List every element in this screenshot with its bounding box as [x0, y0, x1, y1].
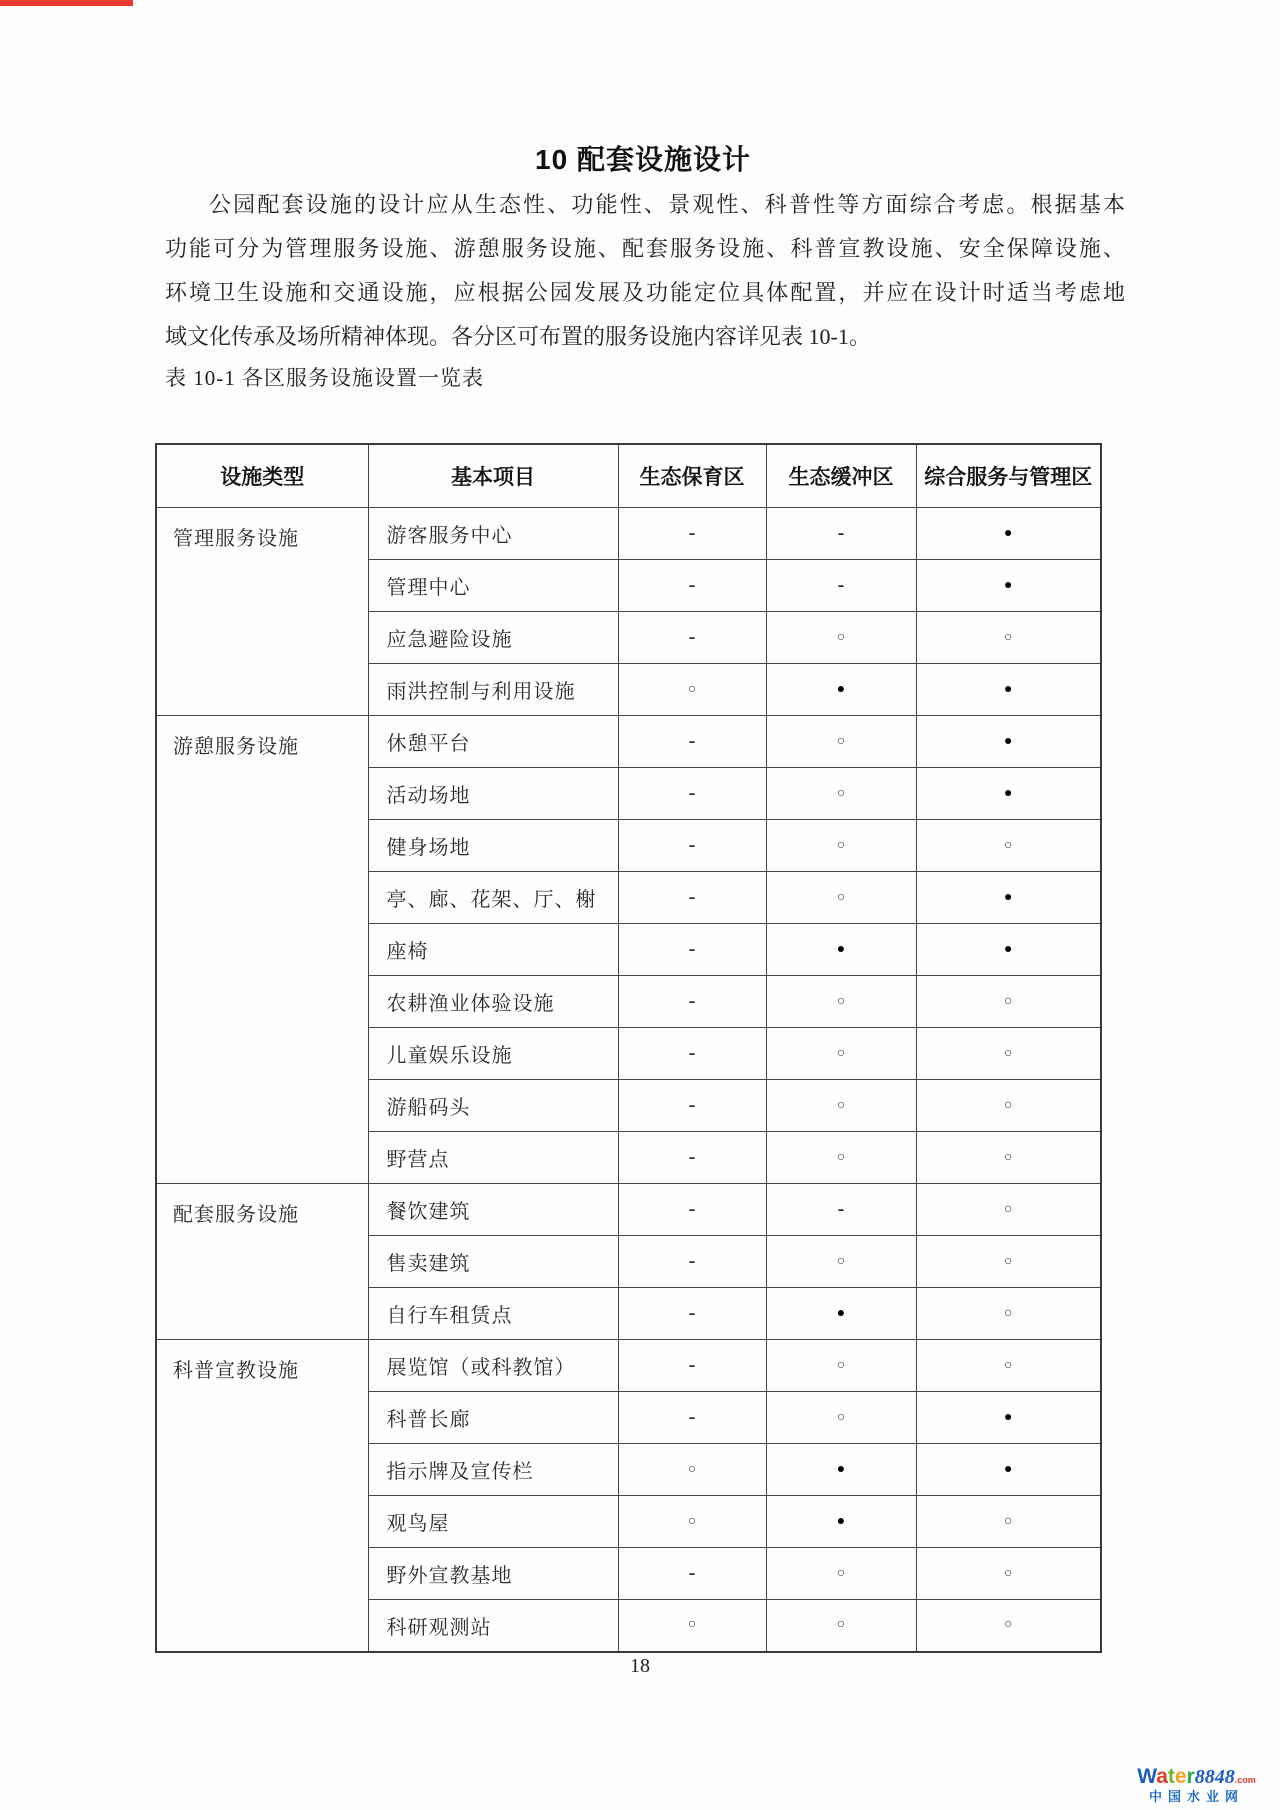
open-circle-mark: ○ [766, 768, 916, 820]
filled-circle-mark: ● [766, 1288, 916, 1340]
filled-circle-mark: ● [766, 664, 916, 716]
filled-circle-mark: ● [916, 716, 1101, 768]
open-circle-mark: ○ [916, 1288, 1101, 1340]
top-red-accent-bar [0, 0, 133, 6]
dash-mark: - [618, 768, 766, 820]
category-cell: 管理服务设施 [156, 508, 368, 716]
item-cell: 餐饮建筑 [368, 1184, 618, 1236]
item-cell: 自行车租赁点 [368, 1288, 618, 1340]
open-circle-mark: ○ [916, 1600, 1101, 1652]
watermark-letter: e [1174, 1765, 1187, 1789]
facility-table-body [156, 508, 1101, 1652]
filled-circle-mark: ● [766, 1444, 916, 1496]
dash-mark: - [618, 1548, 766, 1600]
item-cell: 健身场地 [368, 820, 618, 872]
header-row [156, 444, 1101, 508]
filled-circle-mark: ● [916, 664, 1101, 716]
open-circle-mark: ○ [916, 1184, 1101, 1236]
dash-mark: - [618, 560, 766, 612]
open-circle-mark: ○ [916, 820, 1101, 872]
item-cell: 农耕渔业体验设施 [368, 976, 618, 1028]
dash-mark: - [618, 976, 766, 1028]
item-cell: 野营点 [368, 1132, 618, 1184]
table-row [156, 1184, 1101, 1236]
filled-circle-mark: ● [766, 924, 916, 976]
watermark-brand [1129, 1766, 1264, 1788]
item-cell: 休憩平台 [368, 716, 618, 768]
open-circle-mark: ○ [916, 976, 1101, 1028]
open-circle-mark: ○ [766, 612, 916, 664]
item-cell: 亭、廊、花架、厅、榭 [368, 872, 618, 924]
item-cell: 指示牌及宣传栏 [368, 1444, 618, 1496]
open-circle-mark: ○ [916, 1080, 1101, 1132]
open-circle-mark: ○ [618, 1496, 766, 1548]
filled-circle-mark: ● [916, 508, 1101, 560]
watermark-letter: t [1167, 1765, 1175, 1789]
dash-mark: - [618, 872, 766, 924]
column-header-buffer-zone: 生态缓冲区 [766, 444, 916, 508]
facility-table [155, 443, 1102, 1653]
item-cell: 应急避险设施 [368, 612, 618, 664]
dash-mark: - [618, 1028, 766, 1080]
dash-mark: - [766, 508, 916, 560]
item-cell: 游客服务中心 [368, 508, 618, 560]
table-row [156, 1340, 1101, 1392]
open-circle-mark: ○ [916, 1132, 1101, 1184]
item-cell: 儿童娱乐设施 [368, 1028, 618, 1080]
paragraph-line: 环境卫生设施和交通设施，应根据公园发展及功能定位具体配置，并应在设计时适当考虑地 [165, 280, 1125, 305]
open-circle-mark: ○ [766, 1080, 916, 1132]
item-cell: 管理中心 [368, 560, 618, 612]
table-row [156, 508, 1101, 560]
item-cell: 野外宣教基地 [368, 1548, 618, 1600]
open-circle-mark: ○ [766, 1028, 916, 1080]
dash-mark: - [618, 1340, 766, 1392]
item-cell: 售卖建筑 [368, 1236, 618, 1288]
open-circle-mark: ○ [916, 1548, 1101, 1600]
filled-circle-mark: ● [916, 768, 1101, 820]
open-circle-mark: ○ [766, 1392, 916, 1444]
dash-mark: - [766, 560, 916, 612]
item-cell: 活动场地 [368, 768, 618, 820]
open-circle-mark: ○ [916, 1496, 1101, 1548]
facility-table-header [156, 444, 1101, 508]
dash-mark: - [618, 716, 766, 768]
open-circle-mark: ○ [766, 1132, 916, 1184]
paragraph-line: 域文化传承及场所精神体现。各分区可布置的服务设施内容详见表 10-1。 [165, 324, 871, 349]
dash-mark: - [618, 924, 766, 976]
filled-circle-mark: ● [916, 560, 1101, 612]
item-cell: 展览馆（或科教馆） [368, 1340, 618, 1392]
page-number: 18 [630, 1655, 650, 1677]
column-header-basic-item: 基本项目 [368, 444, 618, 508]
column-header-service-management-zone: 综合服务与管理区 [916, 444, 1101, 508]
item-cell: 雨洪控制与利用设施 [368, 664, 618, 716]
chapter-title: 10 配套设施设计 [535, 144, 751, 175]
dash-mark: - [766, 1184, 916, 1236]
table-row [156, 716, 1101, 768]
open-circle-mark: ○ [766, 820, 916, 872]
open-circle-mark: ○ [916, 1340, 1101, 1392]
open-circle-mark: ○ [766, 1600, 916, 1652]
filled-circle-mark: ● [916, 1392, 1101, 1444]
open-circle-mark: ○ [766, 976, 916, 1028]
dash-mark: - [618, 1392, 766, 1444]
watermark-logo [1129, 1766, 1264, 1804]
watermark-digits: 8848 [1194, 1766, 1235, 1789]
dash-mark: - [618, 1288, 766, 1340]
watermark-letter: r [1186, 1765, 1195, 1789]
open-circle-mark: ○ [916, 1028, 1101, 1080]
dash-mark: - [618, 612, 766, 664]
item-cell: 科研观测站 [368, 1600, 618, 1652]
paragraph-line: 公园配套设施的设计应从生态性、功能性、景观性、科普性等方面综合考虑。根据基本 [209, 192, 1125, 217]
item-cell: 游船码头 [368, 1080, 618, 1132]
category-cell: 游憩服务设施 [156, 716, 368, 1184]
column-header-facility-type: 设施类型 [156, 444, 368, 508]
open-circle-mark: ○ [766, 1548, 916, 1600]
item-cell: 观鸟屋 [368, 1496, 618, 1548]
item-cell: 科普长廊 [368, 1392, 618, 1444]
dash-mark: - [618, 1132, 766, 1184]
filled-circle-mark: ● [916, 872, 1101, 924]
open-circle-mark: ○ [766, 716, 916, 768]
filled-circle-mark: ● [766, 1496, 916, 1548]
filled-circle-mark: ● [916, 1444, 1101, 1496]
open-circle-mark: ○ [618, 1444, 766, 1496]
watermark-letter: a [1156, 1765, 1168, 1789]
filled-circle-mark: ● [916, 924, 1101, 976]
open-circle-mark: ○ [766, 1340, 916, 1392]
open-circle-mark: ○ [766, 1236, 916, 1288]
open-circle-mark: ○ [916, 612, 1101, 664]
dash-mark: - [618, 1184, 766, 1236]
open-circle-mark: ○ [618, 1600, 766, 1652]
table-caption: 表 10-1 各区服务设施设置一览表 [165, 366, 484, 390]
dash-mark: - [618, 508, 766, 560]
category-cell: 科普宣教设施 [156, 1340, 368, 1652]
dash-mark: - [618, 1236, 766, 1288]
watermark-tld: .com [1234, 1775, 1256, 1786]
open-circle-mark: ○ [916, 1236, 1101, 1288]
open-circle-mark: ○ [618, 664, 766, 716]
watermark-letter: W [1137, 1765, 1157, 1789]
dash-mark: - [618, 1080, 766, 1132]
dash-mark: - [618, 820, 766, 872]
column-header-conservation-zone: 生态保育区 [618, 444, 766, 508]
item-cell: 座椅 [368, 924, 618, 976]
watermark-subtitle: 中国水业网 [1148, 1789, 1244, 1805]
open-circle-mark: ○ [766, 872, 916, 924]
category-cell: 配套服务设施 [156, 1184, 368, 1340]
intro-paragraph [165, 183, 1125, 359]
paragraph-line: 功能可分为管理服务设施、游憩服务设施、配套服务设施、科普宣教设施、安全保障设施、 [165, 236, 1125, 261]
